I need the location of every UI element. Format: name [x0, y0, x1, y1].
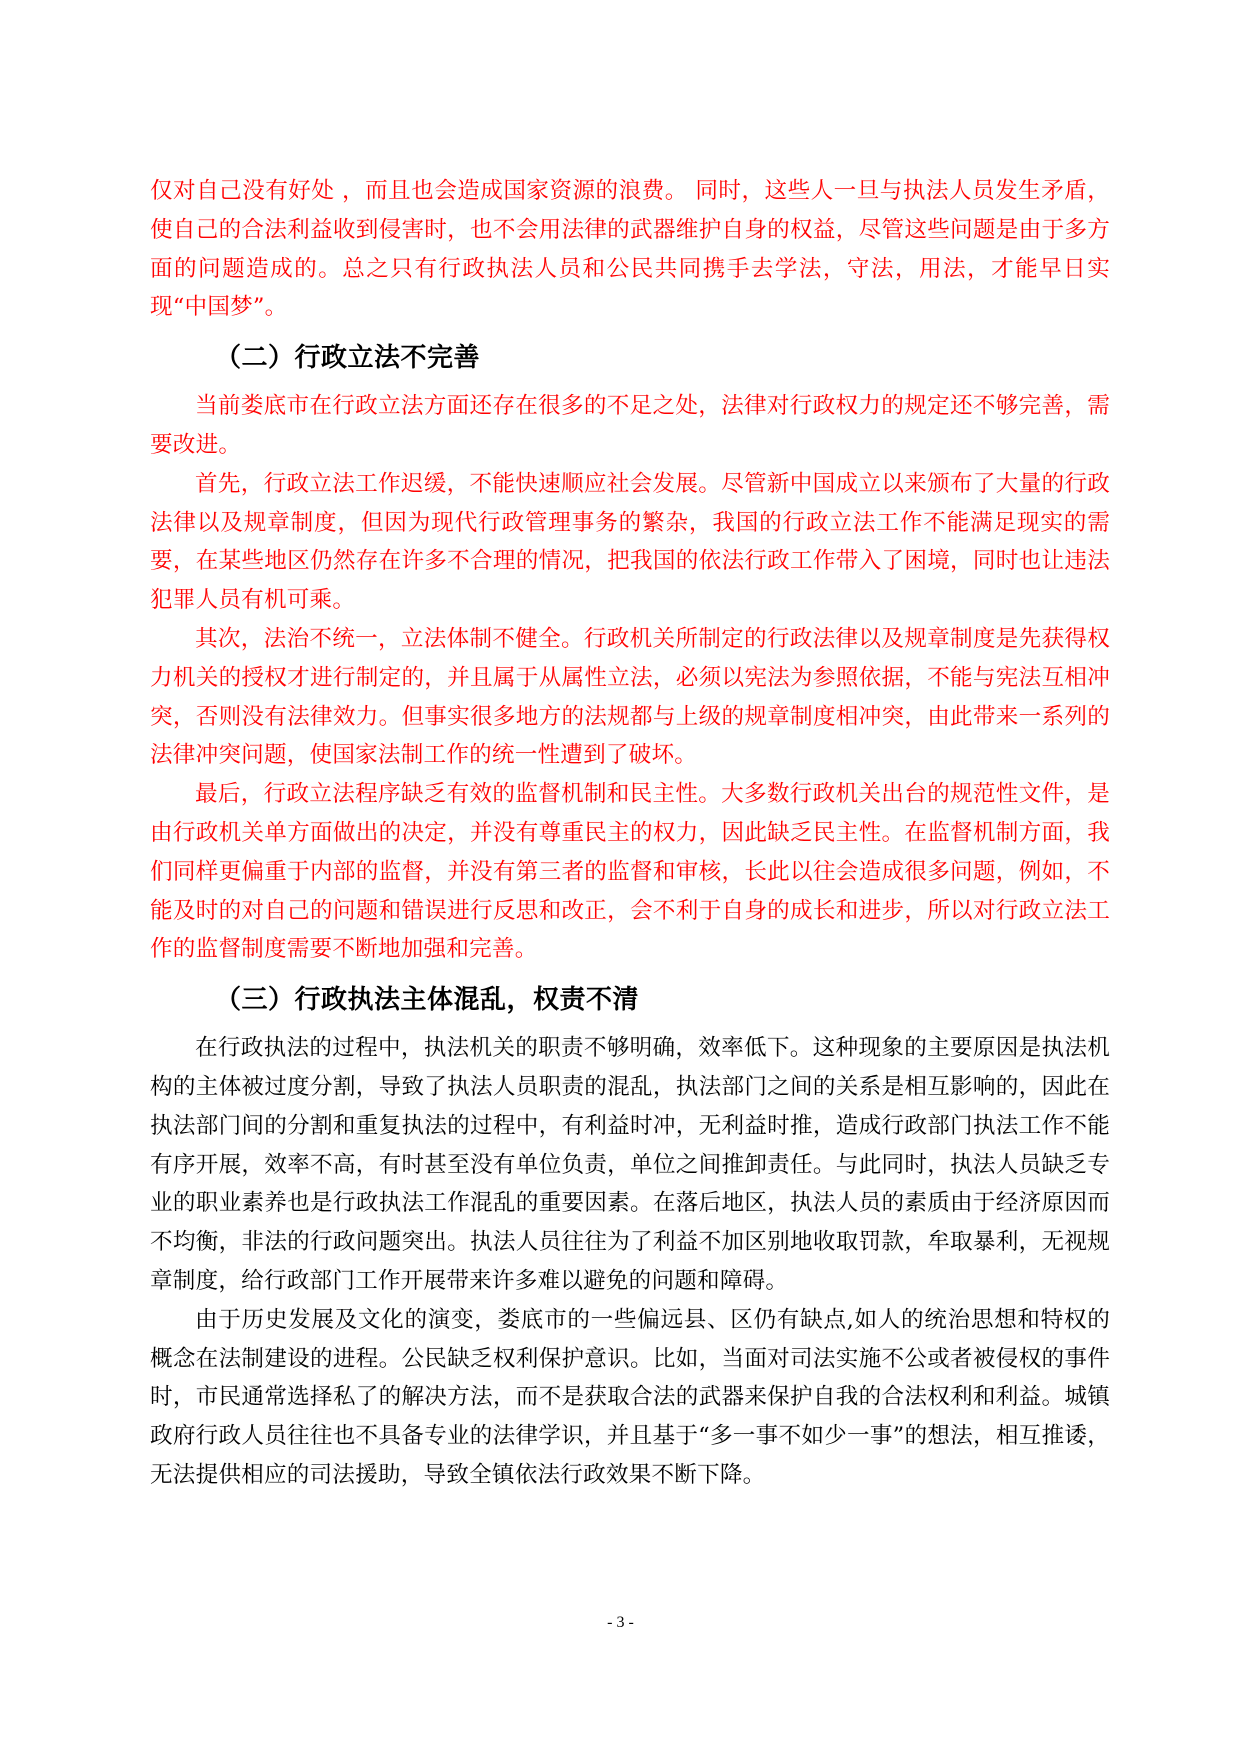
page-number: - 3 - [607, 1614, 634, 1631]
section-2-paragraph-last: 最后，行政立法程序缺乏有效的监督机制和民主性。大多数行政机关出台的规范性文件，是由行政机关单方面做出的决定，并没有尊重民主的权力，因此缺乏民主性。在监督机制方面，我们同样更偏重于内部的监督，并没有第三者的监督和审核，长此以往会造成很多问题，例如，不能及时的对自己的问题和错误进行反思和改正，会不利于自身的成长和进步，所以对行政立法工作的监督制度需要不断地加强和完善。 [150, 781, 1110, 963]
section-2-paragraph-first: 首先，行政立法工作迟缓，不能快速顺应社会发展。尽管新中国成立以来颁布了大量的行政法律以及规章制度，但因为现代行政管理事务的繁杂，我国的行政立法工作不能满足现实的需要，在某些地区仍然存在许多不合理的情况，把我国的依法行政工作带入了困境，同时也让违法犯罪人员有机可乘。 [150, 470, 1110, 614]
section-3-paragraph-2: 由于历史发展及文化的演变，娄底市的一些偏远县、区仍有缺点,如人的统治思想和特权的概念在法制建设的进程。公民缺乏权利保护意识。比如，当面对司法实施不公或者被侵权的事件时，市民通常选择私了的解决方法，而不是获取合法的武器来保护自我的合法权利和利益。城镇政府行政人员往往也不具备专业的法律学识，并且基于“多一事不如少一事”的想法，相互推诿，无法提供相应的司法援助，导致全镇依法行政效果不断下降。 [150, 1306, 1110, 1488]
section-2-paragraph-intro: 当前娄底市在行政立法方面还存在很多的不足之处，法律对行政权力的规定还不够完善，需要改进。 [150, 393, 1110, 458]
continued-paragraph: 仅对自己没有好处 ，而且也会造成国家资源的浪费。 同时，这些人一旦与执法人员发生矛盾，使自己的合法利益收到侵害时，也不会用法律的武器维护自身的权益，尽管这些问题是由于多方面的问题造成的。总之只有行政执法人员和公民共同携手去学法，守法，用法，才能早日实现“中国梦”。 [150, 178, 1110, 321]
section-heading-2: （二）行政立法不完善 [215, 343, 481, 374]
section-2-paragraph-second: 其次，法治不统一，立法体制不健全。行政机关所制定的行政法律以及规章制度是先获得权力机关的授权才进行制定的，并且属于从属性立法，必须以宪法为参照依据，不能与宪法互相冲突，否则没有法律效力。但事实很多地方的法规都与上级的规章制度相冲突，由此带来一系列的法律冲突问题，使国家法制工作的统一性遭到了破坏。 [150, 625, 1110, 769]
section-heading-3: （三）行政执法主体混乱，权责不清 [215, 985, 640, 1016]
document-body [150, 172, 1110, 1495]
section-3-paragraph-1: 在行政执法的过程中，执法机关的职责不够明确，效率低下。这种现象的主要原因是执法机构的主体被过度分割，导致了执法人员职责的混乱，执法部门之间的关系是相互影响的，因此在执法部门间的分割和重复执法的过程中，有利益时冲，无利益时推，造成行政部门执法工作不能有序开展，效率不高，有时甚至没有单位负责，单位之间推卸责任。与此同时，执法人员缺乏专业的职业素养也是行政执法工作混乱的重要因素。在落后地区，执法人员的素质由于经济原因而不均衡，非法的行政问题突出。执法人员往往为了利益不加区别地收取罚款，牟取暴利，无视规章制度，给行政部门工作开展带来许多难以避免的问题和障碍。 [150, 1035, 1110, 1294]
